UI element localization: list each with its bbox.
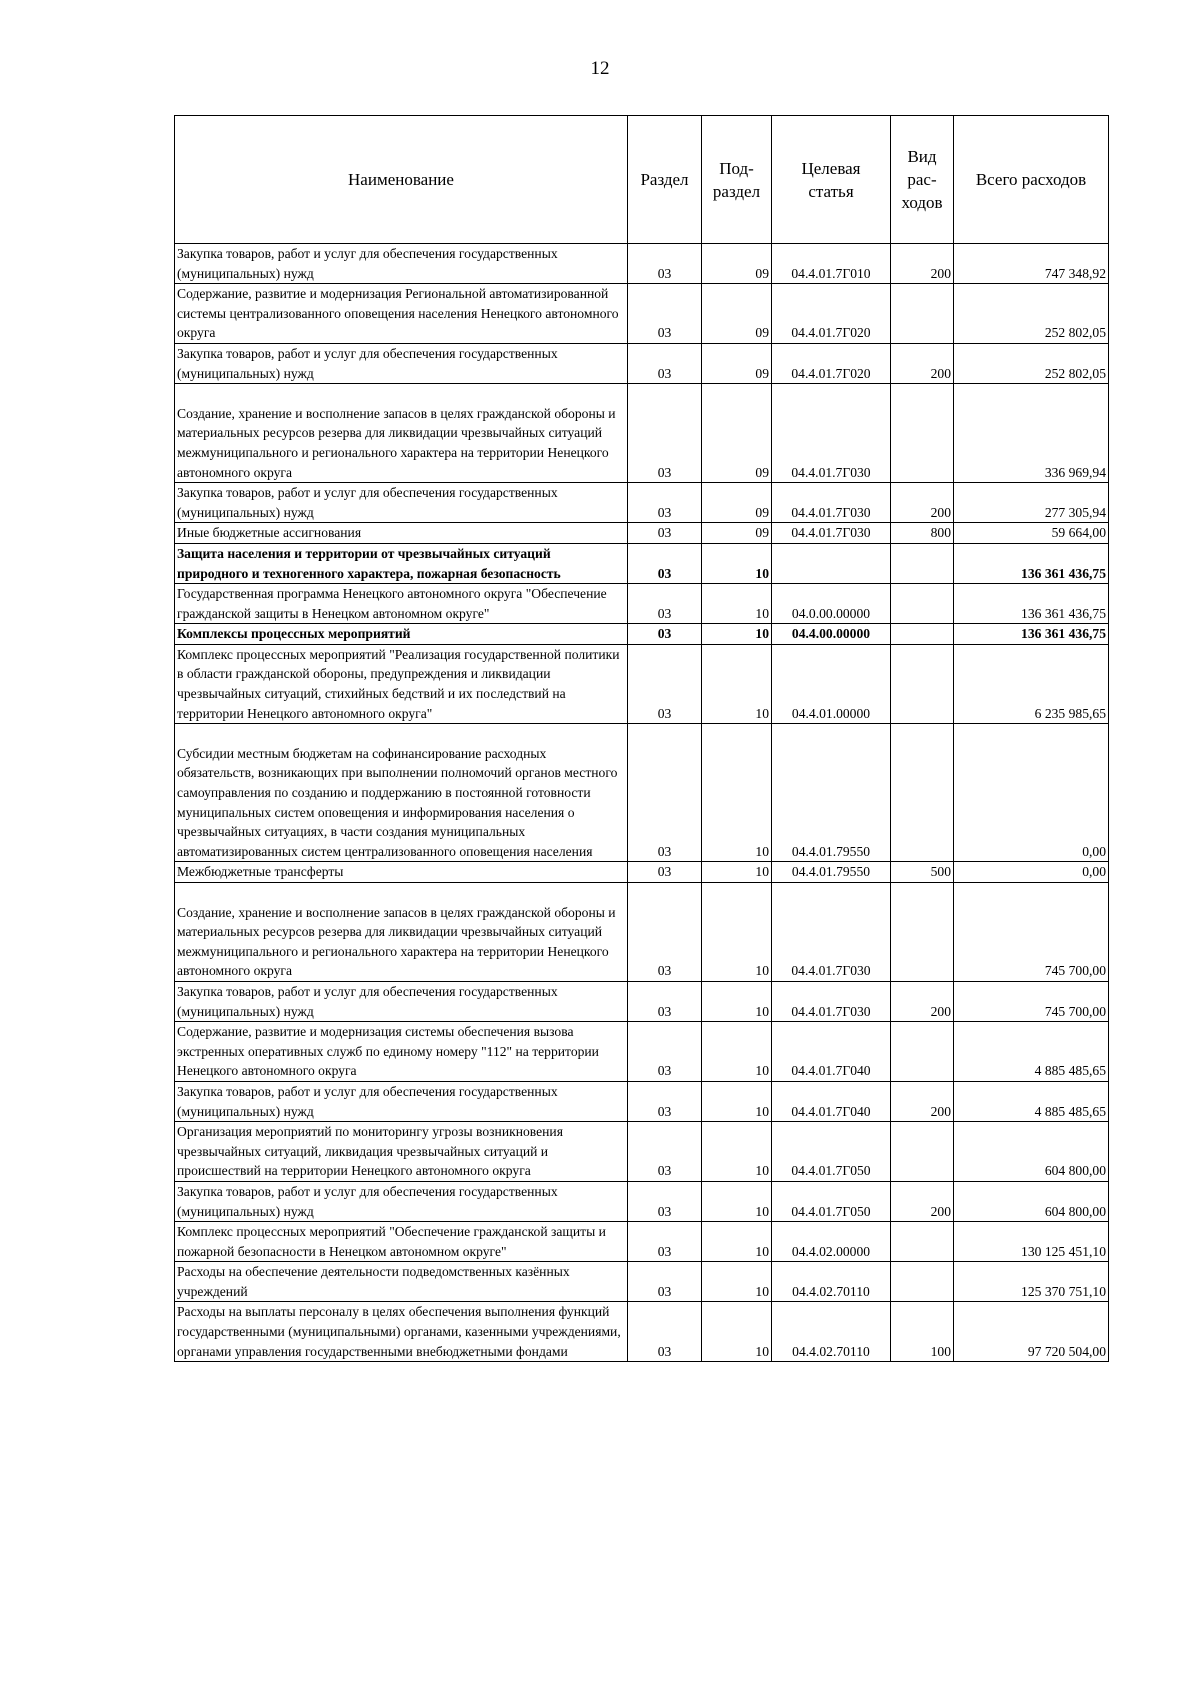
table-row xyxy=(175,384,1109,483)
row-expense-type xyxy=(891,624,954,645)
row-expense-type-text: 200 xyxy=(930,1003,951,1019)
row-total-text: 136 361 436,75 xyxy=(1021,565,1106,581)
row-section xyxy=(628,724,702,862)
row-expense-type xyxy=(891,543,954,583)
row-total xyxy=(954,1262,1109,1302)
header-section: Раздел xyxy=(628,116,702,244)
row-subsection xyxy=(702,1022,772,1082)
row-subsection xyxy=(702,1302,772,1362)
table-row xyxy=(175,523,1109,544)
row-subsection xyxy=(702,523,772,544)
row-expense-type xyxy=(891,981,954,1021)
row-expense-type xyxy=(891,1081,954,1121)
row-section-text: 03 xyxy=(657,705,672,721)
row-section xyxy=(628,1081,702,1121)
row-target-text: 04.4.01.7Г010 xyxy=(791,265,871,281)
row-expense-type xyxy=(891,384,954,483)
table-row xyxy=(175,981,1109,1021)
row-target xyxy=(772,584,891,624)
row-name xyxy=(175,862,628,883)
row-subsection-text: 09 xyxy=(755,325,769,341)
table-row xyxy=(175,883,1109,982)
row-subsection-text: 09 xyxy=(755,265,769,281)
row-target-text: 04.4.01.7Г030 xyxy=(791,1003,871,1019)
row-total-text: 130 125 451,10 xyxy=(1021,1243,1106,1259)
row-subsection-text: 10 xyxy=(755,705,769,721)
row-name xyxy=(175,1181,628,1221)
row-name-text: Закупка товаров, работ и услуг для обеспечения государственных (муниципальных) нужд xyxy=(177,983,558,1019)
row-target-text: 04.4.01.7Г030 xyxy=(791,525,871,541)
row-total-text: 745 700,00 xyxy=(1044,963,1106,979)
row-section-text: 03 xyxy=(657,843,672,859)
row-name xyxy=(175,1302,628,1362)
row-expense-type xyxy=(891,584,954,624)
row-total xyxy=(954,1181,1109,1221)
row-name xyxy=(175,883,628,982)
table-row xyxy=(175,284,1109,344)
row-target-text: 04.4.01.79550 xyxy=(791,864,871,880)
row-target-text: 04.4.02.70110 xyxy=(792,1283,870,1299)
row-total-text: 277 305,94 xyxy=(1044,504,1106,520)
row-name-text: Субсидии местным бюджетам на софинансирование расходных обязательств, возникающих при выполнении полномочий органов местного самоуправления по созданию и поддержанию в постоянной готовности муниципальных систем оповещения и информирования населения о чрезвычайных ситуациях, в части создания муниципальных автоматизированных систем централизованного оповещения населения xyxy=(177,745,618,859)
row-total xyxy=(954,644,1109,723)
table-row xyxy=(175,543,1109,583)
row-subsection-text: 10 xyxy=(755,1243,769,1259)
row-name-text: Создание, хранение и восполнение запасов в целях гражданской обороны и материальных ресурсов резерва для ликвидации чрезвычайных ситуаций межмуниципального и регионального характера на территории Ненецкого автономного округа xyxy=(177,405,616,480)
table-row xyxy=(175,584,1109,624)
row-total-text: 4 885 485,65 xyxy=(1034,1063,1106,1079)
row-subsection xyxy=(702,624,772,645)
row-subsection-text: 10 xyxy=(755,843,769,859)
row-expense-type xyxy=(891,1222,954,1262)
row-name xyxy=(175,1222,628,1262)
row-total xyxy=(954,584,1109,624)
row-target xyxy=(772,624,891,645)
row-section-text: 03 xyxy=(657,525,672,541)
row-section xyxy=(628,244,702,284)
row-total-text: 125 370 751,10 xyxy=(1021,1283,1106,1299)
row-target xyxy=(772,543,891,583)
row-target-text: 04.4.01.7Г030 xyxy=(791,504,871,520)
row-expense-type xyxy=(891,724,954,862)
row-total xyxy=(954,384,1109,483)
row-subsection-text: 10 xyxy=(755,1163,769,1179)
row-expense-type xyxy=(891,1122,954,1182)
row-total xyxy=(954,1222,1109,1262)
row-target-text: 04.4.01.7Г040 xyxy=(791,1063,871,1079)
row-total-text: 0,00 xyxy=(1082,843,1106,859)
row-expense-type xyxy=(891,644,954,723)
row-name xyxy=(175,724,628,862)
row-section xyxy=(628,343,702,383)
row-total-text: 745 700,00 xyxy=(1044,1003,1106,1019)
row-target xyxy=(772,1302,891,1362)
row-expense-type-text: 100 xyxy=(930,1343,951,1359)
row-target xyxy=(772,1222,891,1262)
row-name-text: Комплексы процессных мероприятий xyxy=(177,626,411,642)
row-target-text: 04.4.02.00000 xyxy=(791,1243,871,1259)
row-expense-type-text: 200 xyxy=(930,265,951,281)
row-target-text: 04.4.01.7Г020 xyxy=(791,325,871,341)
page-number: 12 xyxy=(590,58,610,79)
table-row xyxy=(175,1262,1109,1302)
row-subsection xyxy=(702,343,772,383)
row-section-text: 03 xyxy=(657,963,672,979)
table-row xyxy=(175,1022,1109,1082)
row-expense-type xyxy=(891,343,954,383)
row-target-text: 04.4.02.70110 xyxy=(792,1343,870,1359)
row-target xyxy=(772,724,891,862)
row-subsection-text: 10 xyxy=(755,1283,769,1299)
header-expense-type: Вид рас- ходов xyxy=(891,116,954,244)
row-name xyxy=(175,384,628,483)
row-name-text: Закупка товаров, работ и услуг для обеспечения государственных (муниципальных) нужд xyxy=(177,485,558,520)
row-subsection xyxy=(702,384,772,483)
row-expense-type-text: 500 xyxy=(930,864,951,880)
row-name xyxy=(175,981,628,1021)
row-expense-type xyxy=(891,883,954,982)
row-subsection-text: 10 xyxy=(755,1343,769,1359)
row-target-text: 04.4.01.7Г050 xyxy=(791,1203,871,1219)
row-section xyxy=(628,523,702,544)
row-total xyxy=(954,1022,1109,1082)
row-expense-type xyxy=(891,284,954,344)
row-subsection xyxy=(702,1262,772,1302)
row-name-text: Комплекс процессных мероприятий "Обеспечение гражданской защиты и пожарной безопасности в Ненецком автономном округе" xyxy=(177,1224,606,1259)
row-subsection xyxy=(702,543,772,583)
row-target xyxy=(772,523,891,544)
row-subsection-text: 10 xyxy=(755,1003,769,1019)
row-section-text: 03 xyxy=(657,565,672,581)
row-subsection xyxy=(702,862,772,883)
table-header-row xyxy=(175,116,1109,244)
row-subsection xyxy=(702,1222,772,1262)
table-row xyxy=(175,1302,1109,1362)
row-target xyxy=(772,244,891,284)
row-section xyxy=(628,624,702,645)
row-expense-type-text: 200 xyxy=(930,1203,951,1219)
row-name-text: Иные бюджетные ассигнования xyxy=(177,525,362,541)
row-target xyxy=(772,1262,891,1302)
row-total xyxy=(954,624,1109,645)
table-row xyxy=(175,1122,1109,1182)
row-section-text: 03 xyxy=(657,1163,672,1179)
table-body xyxy=(175,244,1109,1362)
row-expense-type-text: 800 xyxy=(930,525,951,541)
row-section-text: 03 xyxy=(657,265,672,281)
row-target-text: 04.0.00.00000 xyxy=(791,605,871,621)
table-row xyxy=(175,483,1109,523)
table-row xyxy=(175,862,1109,883)
table-row xyxy=(175,1222,1109,1262)
row-section-text: 03 xyxy=(657,1063,672,1079)
row-target-text: 04.4.01.7Г030 xyxy=(791,963,871,979)
header-subsection: Под- раздел xyxy=(702,116,772,244)
row-total-text: 6 235 985,65 xyxy=(1034,705,1106,721)
row-subsection xyxy=(702,244,772,284)
table-row xyxy=(175,1181,1109,1221)
row-subsection xyxy=(702,1122,772,1182)
row-section-text: 03 xyxy=(657,464,672,480)
row-total-text: 0,00 xyxy=(1082,864,1106,880)
row-section xyxy=(628,981,702,1021)
row-section xyxy=(628,644,702,723)
row-target-text: 04.4.01.7Г020 xyxy=(791,365,871,381)
row-section xyxy=(628,1302,702,1362)
row-subsection-text: 09 xyxy=(755,525,769,541)
budget-table xyxy=(174,115,1109,1362)
row-target xyxy=(772,284,891,344)
row-subsection xyxy=(702,883,772,982)
row-expense-type xyxy=(891,1262,954,1302)
row-total xyxy=(954,284,1109,344)
row-target-text: 04.4.01.00000 xyxy=(791,705,871,721)
row-name-text: Создание, хранение и восполнение запасов в целях гражданской обороны и материальных ресурсов резерва для ликвидации чрезвычайных ситуаций межмуниципального и регионального характера на территории Ненецкого автономного округа xyxy=(177,904,616,979)
row-total-text: 136 361 436,75 xyxy=(1021,605,1106,621)
row-expense-type xyxy=(891,483,954,523)
row-target-text: 04.4.01.7Г040 xyxy=(791,1103,871,1119)
row-subsection-text: 10 xyxy=(755,963,769,979)
row-subsection-text: 09 xyxy=(755,365,769,381)
row-target xyxy=(772,483,891,523)
row-section-text: 03 xyxy=(657,1343,672,1359)
row-subsection xyxy=(702,644,772,723)
row-subsection-text: 10 xyxy=(755,565,769,581)
row-section-text: 03 xyxy=(657,1283,672,1299)
row-name xyxy=(175,483,628,523)
row-target-text: 04.4.01.79550 xyxy=(791,843,871,859)
row-section-text: 03 xyxy=(657,1243,672,1259)
row-name xyxy=(175,284,628,344)
row-expense-type-text: 200 xyxy=(930,365,951,381)
row-name-text: Межбюджетные трансферты xyxy=(177,864,344,880)
row-section xyxy=(628,284,702,344)
row-subsection xyxy=(702,1081,772,1121)
row-section xyxy=(628,1222,702,1262)
row-name xyxy=(175,523,628,544)
header-name: Наименование xyxy=(175,116,628,244)
row-subsection-text: 10 xyxy=(755,864,769,880)
row-subsection-text: 10 xyxy=(755,605,769,621)
row-target xyxy=(772,1122,891,1182)
row-name xyxy=(175,1081,628,1121)
row-name-text: Закупка товаров, работ и услуг для обеспечения государственных (муниципальных) нужд xyxy=(177,1183,558,1219)
row-subsection-text: 10 xyxy=(755,1063,769,1079)
row-subsection-text: 10 xyxy=(755,1103,769,1119)
row-name-text: Закупка товаров, работ и услуг для обеспечения государственных (муниципальных) нужд xyxy=(177,246,558,281)
row-subsection xyxy=(702,724,772,862)
row-target xyxy=(772,981,891,1021)
row-expense-type-text: 200 xyxy=(930,1103,951,1119)
row-expense-type xyxy=(891,523,954,544)
row-total-text: 59 664,00 xyxy=(1051,525,1106,541)
row-name xyxy=(175,343,628,383)
row-target xyxy=(772,1181,891,1221)
row-subsection-text: 10 xyxy=(755,1203,769,1219)
row-name-text: Государственная программа Ненецкого автономного округа "Обеспечение гражданской защиты в Ненецком автономном округе" xyxy=(177,586,607,621)
row-total xyxy=(954,244,1109,284)
row-section xyxy=(628,883,702,982)
row-expense-type xyxy=(891,1302,954,1362)
table-row xyxy=(175,644,1109,723)
row-name-text: Расходы на выплаты персоналу в целях обеспечения выполнения функций государственными (муниципальными) органами, казенными учреждениями, органами управления государственными внебюджетными фондами xyxy=(177,1304,621,1359)
row-name-text: Содержание, развитие и модернизация Региональной автоматизированной системы централизованного оповещения населения Ненецкого автономного округа xyxy=(177,286,619,341)
row-section xyxy=(628,862,702,883)
row-total-text: 4 885 485,65 xyxy=(1034,1103,1106,1119)
row-total xyxy=(954,543,1109,583)
row-name-text: Содержание, развитие и модернизация системы обеспечения вызова экстренных оперативных служб по единому номеру "112" на территории Ненецкого автономного округа xyxy=(177,1024,599,1079)
row-name xyxy=(175,1122,628,1182)
row-section xyxy=(628,1122,702,1182)
row-subsection xyxy=(702,483,772,523)
row-expense-type xyxy=(891,1022,954,1082)
row-target xyxy=(772,1081,891,1121)
row-name-text: Закупка товаров, работ и услуг для обеспечения государственных (муниципальных) нужд xyxy=(177,345,558,381)
row-section-text: 03 xyxy=(657,1203,672,1219)
row-total-text: 604 800,00 xyxy=(1044,1203,1106,1219)
row-target xyxy=(772,644,891,723)
header-total: Всего расходов xyxy=(954,116,1109,244)
header-target: Целевая статья xyxy=(772,116,891,244)
row-target-text: 04.4.01.7Г030 xyxy=(791,464,871,480)
row-target-text: 04.4.01.7Г050 xyxy=(791,1163,871,1179)
row-section xyxy=(628,584,702,624)
row-expense-type xyxy=(891,244,954,284)
row-total xyxy=(954,724,1109,862)
row-name xyxy=(175,1022,628,1082)
row-total-text: 252 802,05 xyxy=(1044,325,1106,341)
row-total xyxy=(954,883,1109,982)
row-section-text: 03 xyxy=(657,325,672,341)
row-total xyxy=(954,483,1109,523)
row-total-text: 604 800,00 xyxy=(1044,1163,1106,1179)
row-subsection xyxy=(702,981,772,1021)
row-section xyxy=(628,1181,702,1221)
row-name xyxy=(175,543,628,583)
row-total xyxy=(954,1302,1109,1362)
row-name-text: Комплекс процессных мероприятий "Реализация государственной политики в области гражданской обороны, предупреждения и ликвидации чрезвычайных ситуаций, стихийных бедствий и их последствий на территории Ненецкого автономного округа" xyxy=(177,646,620,721)
row-target xyxy=(772,883,891,982)
row-subsection xyxy=(702,584,772,624)
row-name-text: Закупка товаров, работ и услуг для обеспечения государственных (муниципальных) нужд xyxy=(177,1083,558,1119)
row-target xyxy=(772,384,891,483)
row-total-text: 136 361 436,75 xyxy=(1021,626,1106,642)
row-section-text: 03 xyxy=(657,1103,672,1119)
row-total xyxy=(954,1081,1109,1121)
row-section xyxy=(628,1262,702,1302)
row-section xyxy=(628,483,702,523)
table-row xyxy=(175,1081,1109,1121)
row-total xyxy=(954,1122,1109,1182)
row-section xyxy=(628,1022,702,1082)
row-target-text: 04.4.00.00000 xyxy=(791,626,871,642)
row-name-text: Расходы на обеспечение деятельности подведомственных казённых учреждений xyxy=(177,1264,570,1299)
row-name-text: Организация мероприятий по мониторингу угрозы возникновения чрезвычайных ситуаций, ликвидация чрезвычайных ситуаций и происшествий на территории Ненецкого автономного округа xyxy=(177,1124,563,1179)
row-section-text: 03 xyxy=(657,605,672,621)
row-section-text: 03 xyxy=(657,864,672,880)
row-total xyxy=(954,523,1109,544)
table-row xyxy=(175,343,1109,383)
row-name-text: Защита населения и территории от чрезвычайных ситуаций природного и техногенного характера, пожарная безопасность xyxy=(177,545,561,581)
row-section xyxy=(628,543,702,583)
row-section xyxy=(628,384,702,483)
row-target xyxy=(772,343,891,383)
row-total xyxy=(954,981,1109,1021)
row-name xyxy=(175,584,628,624)
row-name xyxy=(175,624,628,645)
row-subsection-text: 09 xyxy=(755,464,769,480)
row-subsection xyxy=(702,284,772,344)
row-expense-type-text: 200 xyxy=(930,504,951,520)
row-section-text: 03 xyxy=(657,1003,672,1019)
row-expense-type xyxy=(891,1181,954,1221)
row-total-text: 97 720 504,00 xyxy=(1027,1343,1106,1359)
row-subsection xyxy=(702,1181,772,1221)
row-name xyxy=(175,644,628,723)
row-section-text: 03 xyxy=(657,626,672,642)
row-subsection-text: 10 xyxy=(755,626,769,642)
row-section-text: 03 xyxy=(657,504,672,520)
row-target xyxy=(772,862,891,883)
row-subsection-text: 09 xyxy=(755,504,769,520)
table-row xyxy=(175,724,1109,862)
row-expense-type xyxy=(891,862,954,883)
table-row xyxy=(175,624,1109,645)
row-section-text: 03 xyxy=(657,365,672,381)
row-total xyxy=(954,343,1109,383)
row-total-text: 252 802,05 xyxy=(1044,365,1106,381)
row-name xyxy=(175,244,628,284)
row-total xyxy=(954,862,1109,883)
row-total-text: 336 969,94 xyxy=(1044,464,1106,480)
row-total-text: 747 348,92 xyxy=(1044,265,1106,281)
row-name xyxy=(175,1262,628,1302)
row-target xyxy=(772,1022,891,1082)
table-row xyxy=(175,244,1109,284)
